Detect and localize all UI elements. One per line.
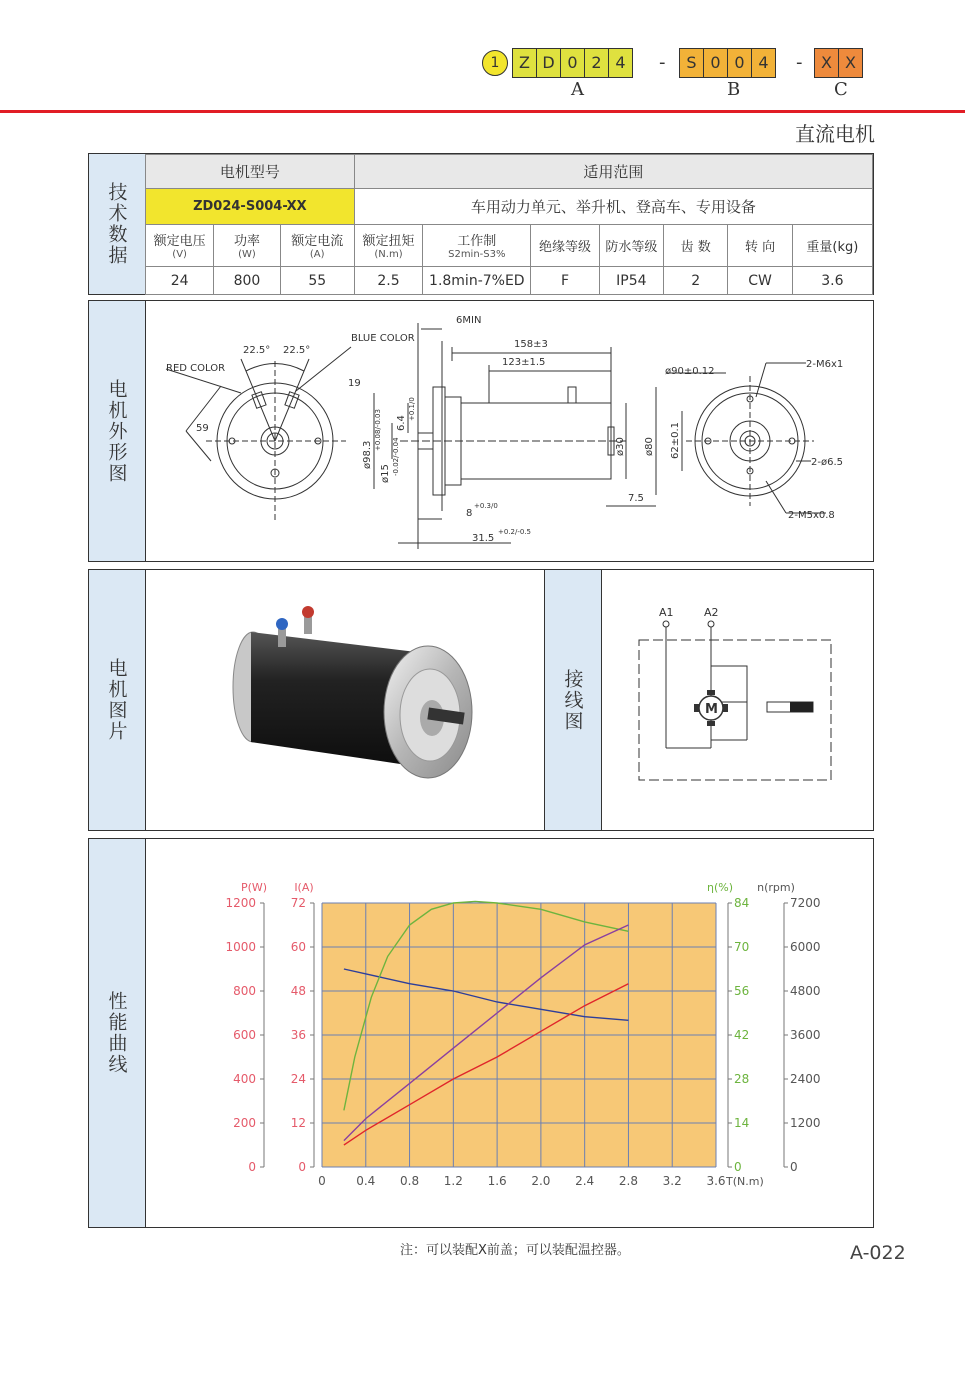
page-number: A-022 xyxy=(850,1242,906,1264)
spec-col-header xyxy=(531,225,599,267)
axis-tick-label: 0 xyxy=(248,1160,256,1174)
axis-tick-label: 12 xyxy=(290,1116,306,1130)
x-tick-label: 2.4 xyxy=(575,1174,595,1188)
axis-tick-label: 24 xyxy=(290,1072,306,1086)
spec-col-header xyxy=(792,225,872,267)
code-label-b: B xyxy=(727,79,741,100)
motor-photo xyxy=(146,570,544,830)
axis-label: η(%) xyxy=(706,881,734,894)
outline-side-label: 电机外形图 xyxy=(89,301,146,561)
axis-tick-label: 0 xyxy=(790,1160,798,1174)
axis-tick-label: 48 xyxy=(290,984,306,998)
x-tick-label: 1.6 xyxy=(487,1174,507,1188)
dim-123: 123±1.5 xyxy=(502,357,546,368)
dim-15-tol: -0.02/-0.04 xyxy=(392,437,400,476)
spec-col-value: F xyxy=(531,267,599,295)
blue-wire-label: BLUE COLOR xyxy=(351,333,415,344)
code-label-c: C xyxy=(834,79,848,100)
perf-side-label: 性能曲线 xyxy=(89,839,146,1227)
spec-col-value: 800 xyxy=(214,267,280,295)
axis-tick-label: 1200 xyxy=(225,896,256,910)
spec-col-name: 额定电流 xyxy=(291,234,344,249)
dim-98-tol: +0.08/-0.03 xyxy=(374,409,382,451)
spec-col-value: 1.8min-7%ED xyxy=(423,267,531,295)
x-tick-label: 2.8 xyxy=(618,1174,638,1188)
axis-tick-label: 4800 xyxy=(790,984,821,998)
axis-tick-label: 60 xyxy=(290,940,306,954)
dim-62: 62±0.1 xyxy=(670,421,681,459)
axis-tick-label: 70 xyxy=(734,940,750,954)
dim-31-5: 31.5 xyxy=(472,533,495,544)
axis-tick-label: 84 xyxy=(734,896,750,910)
wiring-side-label: 接线图 xyxy=(544,570,602,830)
axis-tick-label: 2400 xyxy=(790,1072,821,1086)
code-char: D xyxy=(537,49,561,77)
dim-6min: 6MIN xyxy=(456,315,482,326)
spec-col-value: CW xyxy=(728,267,792,295)
code-char: 0 xyxy=(704,49,728,77)
angle-1: 22.5° xyxy=(243,345,271,356)
axis-label: P(W) xyxy=(240,881,268,894)
model-code-group-c xyxy=(814,48,863,78)
dim-98: ø98.3 xyxy=(362,440,373,469)
x-axis-label: T(N.m) xyxy=(726,1175,764,1188)
code-char: X xyxy=(815,49,839,77)
angle-2: 22.5° xyxy=(283,345,311,356)
x-tick-label: 0.4 xyxy=(356,1174,376,1188)
code-dash: - xyxy=(659,52,666,73)
axis-tick-label: 800 xyxy=(233,984,256,998)
spec-col-header xyxy=(146,225,214,267)
thread-m5: 2-M5x0.8 xyxy=(788,510,835,521)
code-char: Z xyxy=(513,49,537,77)
red-wire-label: RED COLOR xyxy=(166,363,226,374)
scope-text: 车用动力单元、举升机、登高车、专用设备 xyxy=(354,189,872,225)
performance-panel xyxy=(88,838,874,1228)
axis-tick-label: 42 xyxy=(734,1028,750,1042)
model-code-index: 1 xyxy=(482,50,508,76)
axis-tick-label: 56 xyxy=(734,984,750,998)
scope-header: 适用范围 xyxy=(354,155,872,189)
spec-col-header xyxy=(599,225,664,267)
photo-wiring-panel xyxy=(88,569,874,831)
spec-col-name: 防水等级 xyxy=(605,240,658,255)
dim-15: ø15 xyxy=(380,464,391,483)
wire-marker xyxy=(790,702,813,712)
code-char: 0 xyxy=(561,49,585,77)
dim-30: ø30 xyxy=(615,437,626,456)
axis-tick-label: 36 xyxy=(290,1028,306,1042)
spec-col-unit: (N.m) xyxy=(374,249,403,260)
dim-8: 8 xyxy=(466,508,473,519)
spec-col-name: 齿 数 xyxy=(680,240,711,255)
spec-col-unit: (A) xyxy=(309,249,325,260)
x-tick-label: 0.8 xyxy=(400,1174,420,1188)
axis-label: n(rpm) xyxy=(757,881,795,894)
axis-tick-label: 28 xyxy=(734,1072,750,1086)
spec-col-name: 工作制 xyxy=(457,234,497,249)
dim-59: 59 xyxy=(196,423,209,434)
spec-col-name: 转 向 xyxy=(744,240,776,255)
motor-symbol: M xyxy=(705,702,718,717)
photo-side-label: 电机图片 xyxy=(89,570,146,830)
code-label-a: A xyxy=(571,79,584,100)
dim-6-4-tol: +0.1/0 xyxy=(408,397,416,421)
outline-drawing xyxy=(146,301,873,561)
spec-table xyxy=(145,154,873,295)
x-tick-label: 3.6 xyxy=(706,1174,726,1188)
footer-note: 注：可以装配X前盖；可以装配温控器。 xyxy=(400,1243,630,1258)
model-code-group-a xyxy=(512,48,633,78)
axis-label: I(A) xyxy=(294,881,314,894)
dim-7-5: 7.5 xyxy=(628,493,644,504)
spec-col-header xyxy=(423,225,531,267)
code-char: 0 xyxy=(728,49,752,77)
spec-col-header xyxy=(354,225,422,267)
dim-6-4: 6.4 xyxy=(396,415,407,431)
code-char: 4 xyxy=(609,49,632,77)
axis-tick-label: 1000 xyxy=(225,940,256,954)
performance-chart xyxy=(146,839,873,1227)
dim-90: ø90±0.12 xyxy=(665,366,715,377)
spec-col-name: 额定电压 xyxy=(153,234,206,249)
header-rule xyxy=(0,110,965,113)
terminal-a1: A1 xyxy=(659,606,674,619)
axis-tick-label: 14 xyxy=(734,1116,750,1130)
category-title: 直流电机 xyxy=(795,122,875,146)
dim-31-5-tol: +0.2/-0.5 xyxy=(498,528,532,536)
axis-tick-label: 0 xyxy=(734,1160,742,1174)
code-dash: - xyxy=(796,52,803,73)
x-tick-label: 2.0 xyxy=(531,1174,551,1188)
spec-col-header xyxy=(280,225,354,267)
spec-col-name: 重量(kg) xyxy=(806,240,859,255)
x-tick-label: 3.2 xyxy=(662,1174,682,1188)
axis-tick-label: 6000 xyxy=(790,940,821,954)
spec-col-header xyxy=(664,225,728,267)
spec-col-name: 额定扭矩 xyxy=(362,234,415,249)
spec-col-value: 55 xyxy=(280,267,354,295)
model-header: 电机型号 xyxy=(146,155,355,189)
code-char: S xyxy=(680,49,704,77)
axis-tick-label: 1200 xyxy=(790,1116,821,1130)
spec-col-value: 3.6 xyxy=(792,267,872,295)
spec-side-label: 技术数据 xyxy=(89,154,146,294)
spec-col-value: 24 xyxy=(146,267,214,295)
axis-tick-label: 0 xyxy=(298,1160,306,1174)
outline-panel xyxy=(88,300,874,562)
code-char: 4 xyxy=(752,49,775,77)
x-tick-label: 1.2 xyxy=(443,1174,463,1188)
spec-col-value: 2.5 xyxy=(354,267,422,295)
axis-tick-label: 7200 xyxy=(790,896,821,910)
spec-col-header xyxy=(728,225,792,267)
code-char: 2 xyxy=(585,49,609,77)
spec-panel xyxy=(88,153,874,295)
code-char: X xyxy=(839,49,862,77)
model-code-group-b xyxy=(679,48,776,78)
hole-6-5: 2-ø6.5 xyxy=(811,457,843,468)
axis-tick-label: 600 xyxy=(233,1028,256,1042)
spec-col-unit: (V) xyxy=(172,249,187,260)
wiring-diagram xyxy=(601,570,871,830)
dim-80: ø80 xyxy=(644,437,655,456)
spec-col-name: 绝缘等级 xyxy=(538,240,591,255)
x-tick-label: 0 xyxy=(318,1174,326,1188)
spec-col-header xyxy=(214,225,280,267)
axis-tick-label: 200 xyxy=(233,1116,256,1130)
spec-col-name: 功率 xyxy=(233,234,260,249)
spec-col-unit: S2min-S3% xyxy=(448,249,506,260)
dim-8-tol: +0.3/0 xyxy=(474,502,498,510)
thread-m6: 2-M6x1 xyxy=(806,359,844,370)
spec-col-value: 2 xyxy=(664,267,728,295)
dim-19: 19 xyxy=(348,378,361,389)
axis-tick-label: 400 xyxy=(233,1072,256,1086)
axis-tick-label: 72 xyxy=(290,896,306,910)
axis-tick-label: 3600 xyxy=(790,1028,821,1042)
dim-158: 158±3 xyxy=(514,339,548,350)
model-name: ZD024-S004-XX xyxy=(146,189,355,225)
spec-col-value: IP54 xyxy=(599,267,664,295)
spec-col-unit: (W) xyxy=(238,249,256,260)
terminal-a2: A2 xyxy=(704,606,719,619)
